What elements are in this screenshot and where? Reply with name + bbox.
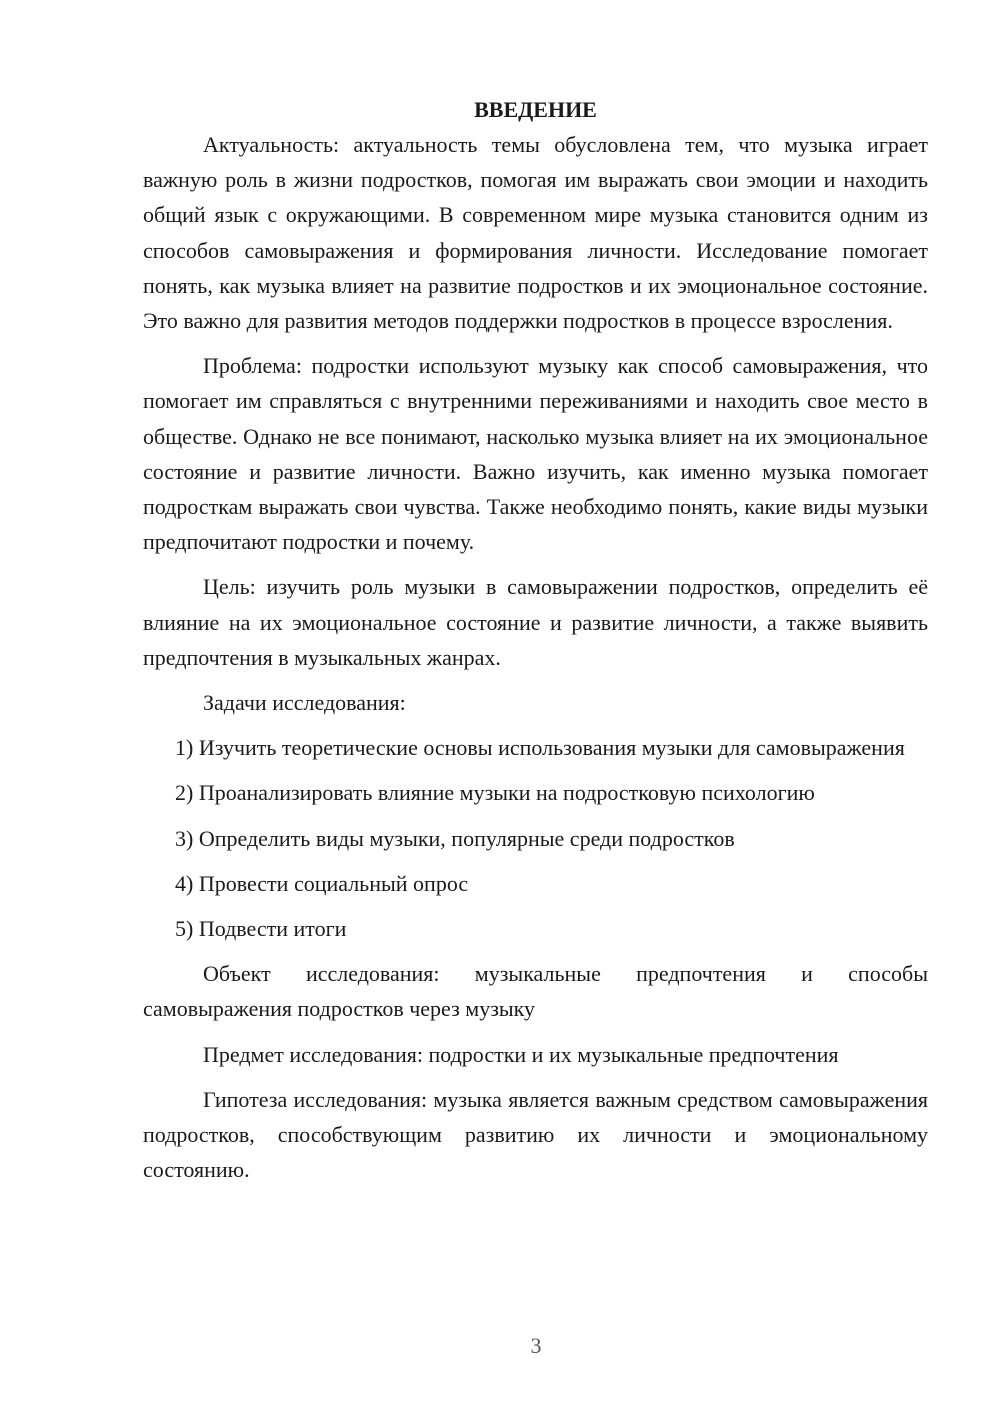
paragraph-subject: Предмет исследования: подростки и их музыкальные предпочтения — [203, 1041, 839, 1067]
task-item-4: 4) Провести социальный опрос — [175, 870, 469, 896]
document-page — [143, 92, 928, 1197]
paragraph-problem: Проблема: подростки используют музыку как способ самовыражения, что помогает им справляться с внутренними переживаниями и находить свое место в обществе. Однако не все понимают, насколько музыка влияет на их эмоциональное состояние и развитие личности. Важно изучить, как именно музыка помогает подросткам выражать свои чувства. Также необходимо понять, какие виды музыки предпочитают подростки и почему. — [143, 353, 928, 555]
page-number: 3 — [530, 1333, 542, 1358]
task-item-3: 3) Определить виды музыки, популярные среди подростков — [175, 825, 735, 851]
task-item-5: 5) Подвести итоги — [175, 916, 347, 942]
tasks-title: Задачи исследования: — [203, 690, 406, 716]
paragraph-hypothesis: Гипотеза исследования: музыка является важным средством самовыражения подростков, способствующим развитию их личности и эмоциональному состоянию. — [143, 1086, 928, 1183]
task-item-2: 2) Проанализировать влияние музыки на подростковую психологию — [175, 780, 815, 806]
paragraph-object: Объект исследования: музыкальные предпочтения и способы самовыражения подростков через музыку — [143, 961, 928, 1022]
paragraph-relevance: Актуальность: актуальность темы обусловлена тем, что музыка играет важную роль в жизни подростков, помогая им выражать свои эмоции и находить общий язык с окружающими. В современном мире музыка становится одним из способов самовыражения и формирования личности. Исследование помогает понять, как музыка влияет на развитие подростков и их эмоциональное состояние. Это важно для развития методов поддержки подростков в процессе взросления. — [143, 132, 928, 334]
page-title: ВВЕДЕНИЕ — [474, 97, 597, 122]
task-item-1: 1) Изучить теоретические основы использования музыки для самовыражения — [175, 735, 905, 761]
paragraph-goal: Цель: изучить роль музыки в самовыражении подростков, определить её влияние на их эмоциональное состояние и развитие личности, а также выявить предпочтения в музыкальных жанрах. — [143, 574, 928, 670]
